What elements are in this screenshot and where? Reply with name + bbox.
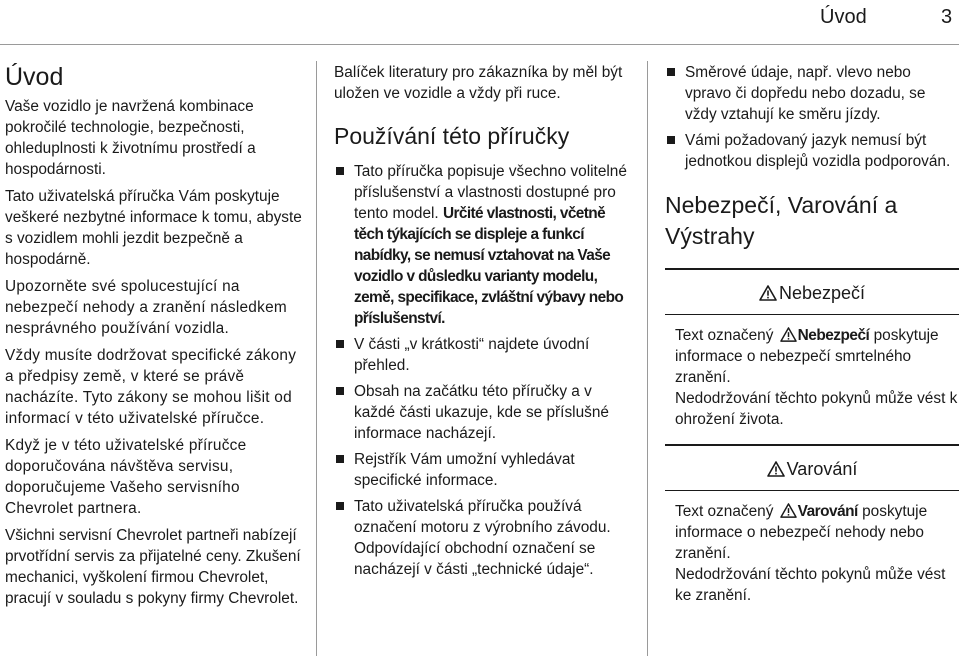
list-item bbox=[334, 496, 634, 580]
list-item-text: Směrové údaje, např. vlevo nebo vpravo či dopředu nebo dozadu, se vždy vztahují ke směru jízdy. bbox=[685, 64, 926, 123]
box-inline-title: Nebezpečí bbox=[797, 327, 870, 344]
box-text: poskytuje informace o nebezpečí smrtelného zranění. bbox=[675, 327, 939, 386]
intro-paragraph: Balíček literatury pro zákazníka by měl být uložen ve vozidle a vždy při ruce. bbox=[334, 64, 623, 102]
box-inline-title: Varování bbox=[797, 503, 858, 520]
box-text: Text označený bbox=[675, 327, 774, 344]
list-item-text: Tato uživatelská příručka používá označení motoru z výrobního závodu. Odpovídající obchodní označení se nacházejí v části „technické údaje“. bbox=[354, 498, 611, 578]
section-heading: Používání této příručky bbox=[334, 123, 570, 149]
column-divider bbox=[647, 61, 648, 656]
paragraph: Upozorněte své spolucestující na nebezpečí nehody a zranění následkem nesprávného používání vozidla. bbox=[5, 278, 287, 337]
box-text: Nedodržování těchto pokynů může vést ke zranění. bbox=[675, 566, 946, 604]
square-bullet-icon bbox=[336, 340, 344, 348]
header-chapter-title: Úvod bbox=[820, 6, 867, 28]
paragraph: Vaše vozidlo je navržená kombinace pokročilé technologie, bezpečnosti, ohleduplnosti k životnímu prostředí a hospodárnosti. bbox=[5, 98, 256, 178]
column-middle bbox=[334, 62, 634, 585]
list-item-text: Obsah na začátku této příručky a v každé části ukazuje, kde se příslušné informace nacházejí. bbox=[354, 383, 609, 442]
list-item bbox=[665, 130, 959, 172]
paragraph: Když je v této uživatelské příručce doporučována návštěva servisu, doporučujeme Vašeho servisního Chevrolet partnera. bbox=[5, 437, 247, 517]
box-text: poskytuje informace o nebezpečí nehody nebo zranění. bbox=[675, 503, 928, 562]
danger-box bbox=[665, 268, 959, 430]
page-header bbox=[0, 0, 959, 46]
paragraph: Tato uživatelská příručka Vám poskytuje veškeré nezbytné informace k tomu, abyste s vozidlem mohli jezdit bezpečně a hospodárně. bbox=[5, 188, 302, 268]
warning-box-title: Varování bbox=[786, 459, 858, 479]
list-item-text: V části „v krátkosti“ najdete úvodní přehled. bbox=[354, 336, 590, 374]
list-item-text: Vámi požadovaný jazyk nemusí být jednotkou displejů vozidla podporován. bbox=[685, 132, 951, 170]
square-bullet-icon bbox=[336, 167, 344, 175]
column-left bbox=[5, 62, 305, 615]
bullet-list bbox=[334, 161, 634, 580]
warning-triangle-icon bbox=[767, 461, 785, 477]
list-item-text: Tato příručka popisuje všechno volitelné příslušenství a vlastnosti dostupné pro tento model. bbox=[354, 163, 627, 222]
column-right bbox=[665, 62, 959, 620]
list-item bbox=[334, 334, 634, 376]
list-item bbox=[334, 381, 634, 444]
danger-box-title: Nebezpečí bbox=[778, 283, 866, 303]
square-bullet-icon bbox=[667, 136, 675, 144]
section-heading: Nebezpečí, Varování a Výstrahy bbox=[665, 192, 898, 249]
header-divider bbox=[0, 44, 959, 45]
warning-triangle-icon bbox=[780, 327, 797, 342]
paragraph: Vždy musíte dodržovat specifické zákony a předpisy země, v které se právě nacházíte. Tyto zákony se mohou lišit od informací v této uživatelské příručce. bbox=[5, 347, 297, 427]
warning-triangle-icon bbox=[780, 503, 797, 518]
box-text: Text označený bbox=[675, 503, 774, 520]
list-item-text: Rejstřík Vám umožní vyhledávat specifické informace. bbox=[354, 451, 575, 489]
column-divider bbox=[316, 61, 317, 656]
list-item bbox=[334, 161, 634, 329]
square-bullet-icon bbox=[667, 68, 675, 76]
bullet-list bbox=[665, 62, 959, 172]
warning-box-body bbox=[665, 501, 959, 606]
square-bullet-icon bbox=[336, 455, 344, 463]
square-bullet-icon bbox=[336, 387, 344, 395]
warning-triangle-icon bbox=[759, 285, 777, 301]
list-item bbox=[665, 62, 959, 125]
danger-box-header bbox=[665, 270, 959, 315]
square-bullet-icon bbox=[336, 502, 344, 510]
list-item-bold-text: Určité vlastnosti, včetně těch týkajících se displeje a funkcí nabídky, se nemusí vztahovat na Vaše vozidlo v důsledku varianty modelu, země, specifikace, zvláštní výbavy nebo příslušenství. bbox=[354, 205, 624, 327]
box-text: Nedodržování těchto pokynů může vést k ohrožení života. bbox=[675, 390, 958, 428]
list-item bbox=[334, 449, 634, 491]
paragraph: Všichni servisní Chevrolet partneři nabízejí prvotřídní servis za přijatelné ceny. Zkušení mechanici, vyškolení firmou Chevrolet, pracují v souladu s pokyny firmy Chevrolet. bbox=[5, 527, 301, 607]
warning-box bbox=[665, 444, 959, 606]
chapter-heading: Úvod bbox=[5, 63, 64, 91]
warning-box-header bbox=[665, 446, 959, 491]
page-number: 3 bbox=[941, 6, 953, 28]
danger-box-body bbox=[665, 325, 959, 430]
